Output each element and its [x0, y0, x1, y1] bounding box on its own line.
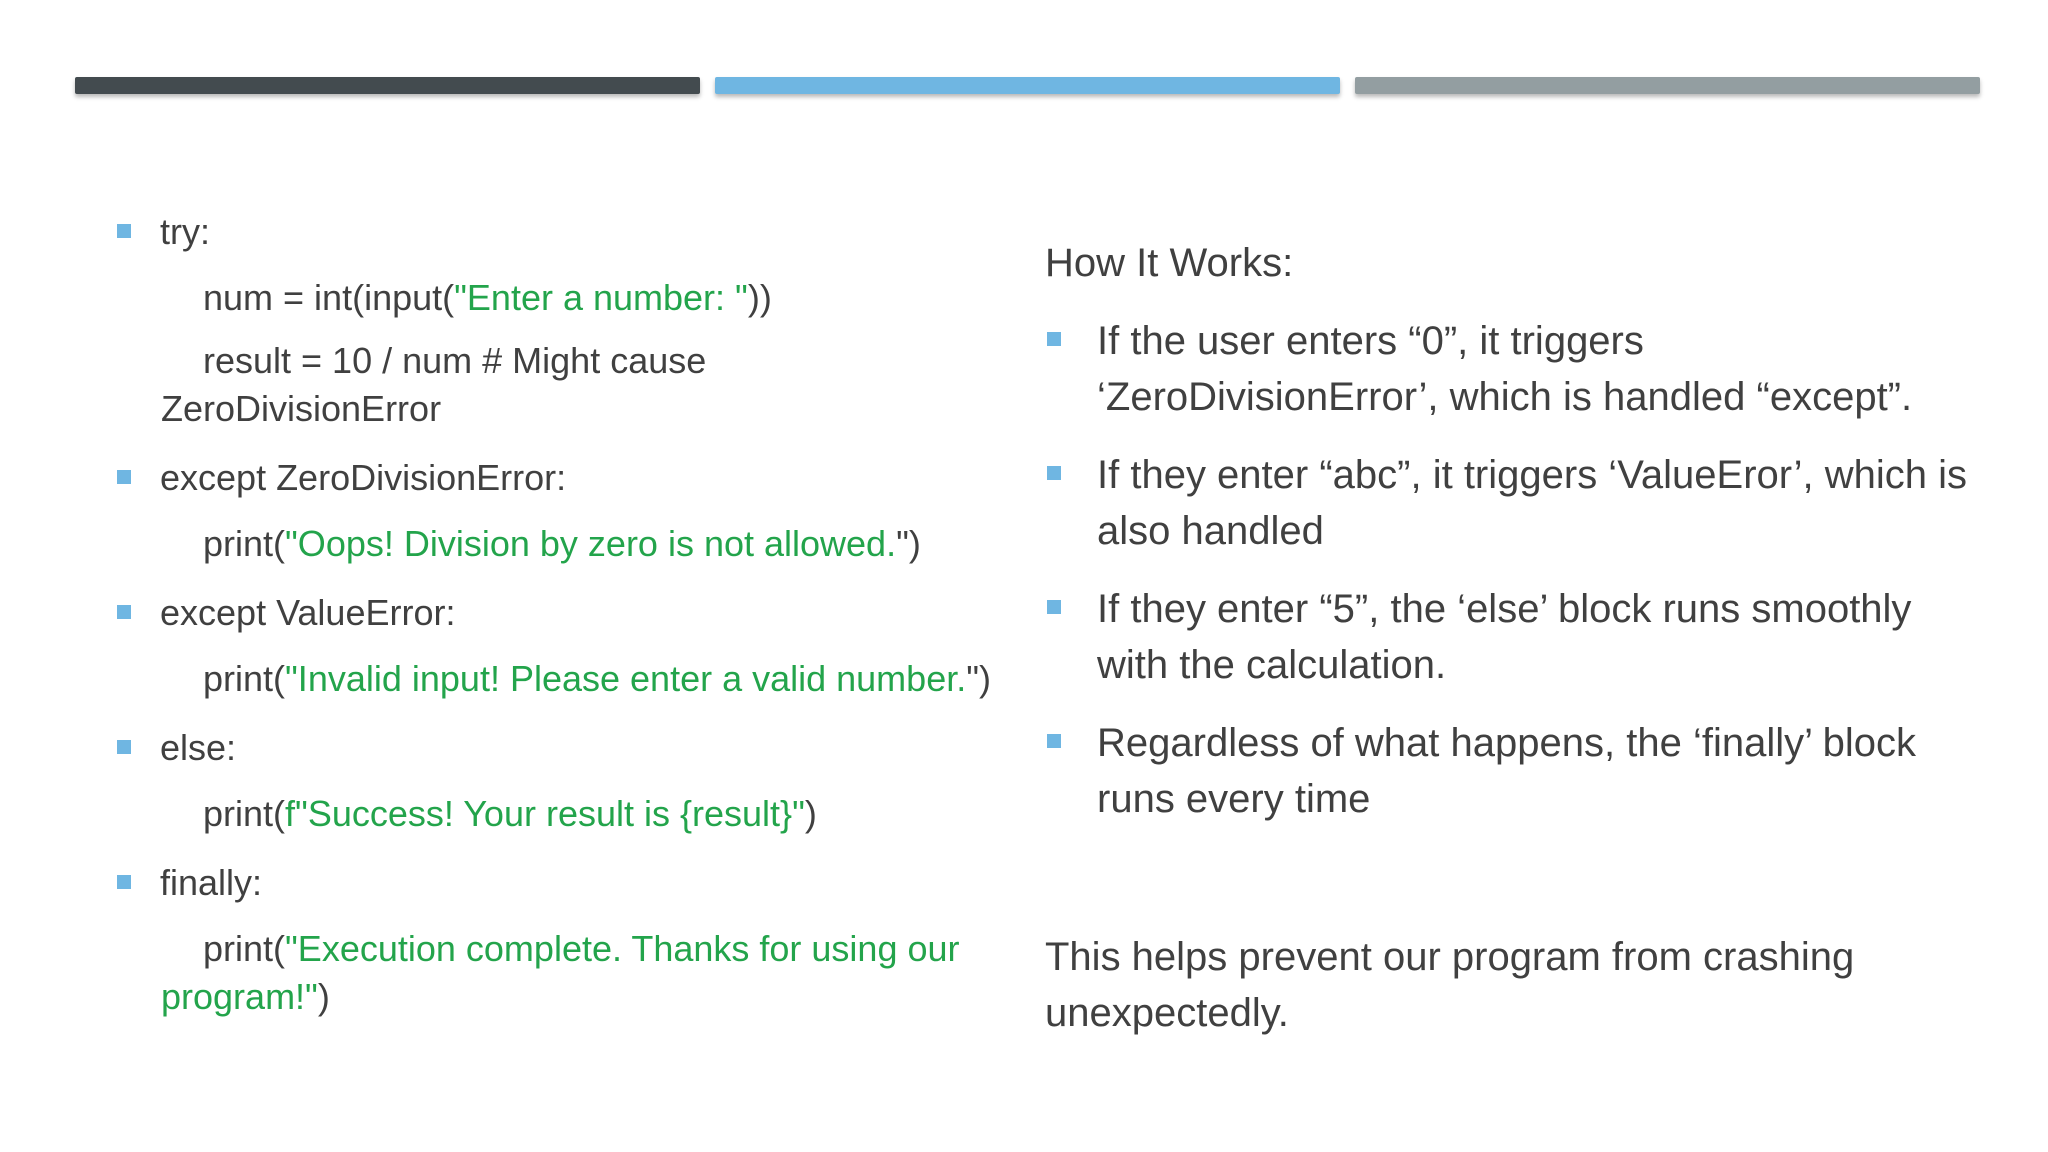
square-bullet-icon [1047, 332, 1061, 346]
square-bullet-icon [117, 875, 131, 889]
code-string: "Oops! Division by zero is not allowed. [285, 523, 897, 564]
top-accent-bar-dark [75, 77, 700, 94]
code-text: ) [804, 793, 817, 834]
code-text: print( [203, 523, 286, 564]
code-text: print( [203, 928, 286, 969]
else-keyword: else: [160, 727, 237, 768]
square-bullet-icon [117, 605, 131, 619]
explanation-text: If they enter “5”, the ‘else’ block runs smoothly with the calculation. [1097, 587, 1912, 687]
explanation-item-five [1045, 581, 1975, 693]
square-bullet-icon [1047, 734, 1061, 748]
top-accent-bar-blue [715, 77, 1340, 94]
code-text: print( [203, 658, 286, 699]
try-keyword: try: [160, 211, 210, 252]
code-line-print-oops [114, 520, 994, 568]
code-line-input [114, 274, 994, 322]
code-text: ") [896, 523, 921, 564]
code-string: "Execution complete. Thanks for using our program!" [161, 928, 960, 1017]
finally-bullet [114, 859, 994, 907]
code-string: f"Success! Your result is {result}" [285, 793, 805, 834]
except-zerodivision-keyword: except ZeroDivisionError: [160, 457, 567, 498]
code-text: ") [966, 658, 991, 699]
code-text: num = int(input( [203, 277, 455, 318]
square-bullet-icon [1047, 600, 1061, 614]
code-line-print-invalid [114, 655, 994, 703]
code-text: ) [317, 976, 330, 1017]
except-zerodivision-bullet [114, 454, 994, 502]
explanation-item-zero [1045, 313, 1975, 425]
code-string: "Invalid input! Please enter a valid number. [285, 658, 967, 699]
except-valueerror-bullet [114, 589, 994, 637]
code-line-division [114, 337, 994, 433]
explanation-text: If the user enters “0”, it triggers ‘ZeroDivisionError’, which is handled “except”. [1097, 319, 1913, 419]
code-line-print-execution [114, 925, 994, 1021]
code-text: )) [747, 277, 772, 318]
summary-text: This helps prevent our program from crashing unexpectedly. [1045, 935, 1855, 1035]
explanation-column [1045, 235, 1975, 1041]
code-text: print( [203, 793, 286, 834]
square-bullet-icon [1047, 466, 1061, 480]
code-line-print-success [114, 790, 994, 838]
square-bullet-icon [117, 224, 131, 238]
code-string: "Enter a number: " [454, 277, 748, 318]
finally-keyword: finally: [160, 862, 263, 903]
top-accent-bar-gray [1355, 77, 1980, 94]
square-bullet-icon [117, 740, 131, 754]
explanation-text: If they enter “abc”, it triggers ‘ValueEror’, which is also handled [1097, 453, 1967, 553]
square-bullet-icon [117, 470, 131, 484]
except-valueerror-keyword: except ValueError: [160, 592, 456, 633]
explanation-item-finally [1045, 715, 1975, 827]
explanation-item-abc [1045, 447, 1975, 559]
code-example-column [114, 208, 994, 1021]
try-bullet [114, 208, 994, 256]
code-text: result = 10 / num # Might cause ZeroDivisionError [161, 340, 707, 429]
how-it-works-heading: How It Works: [1045, 241, 1294, 285]
else-bullet [114, 724, 994, 772]
explanation-text: Regardless of what happens, the ‘finally’ block runs every time [1097, 721, 1916, 821]
